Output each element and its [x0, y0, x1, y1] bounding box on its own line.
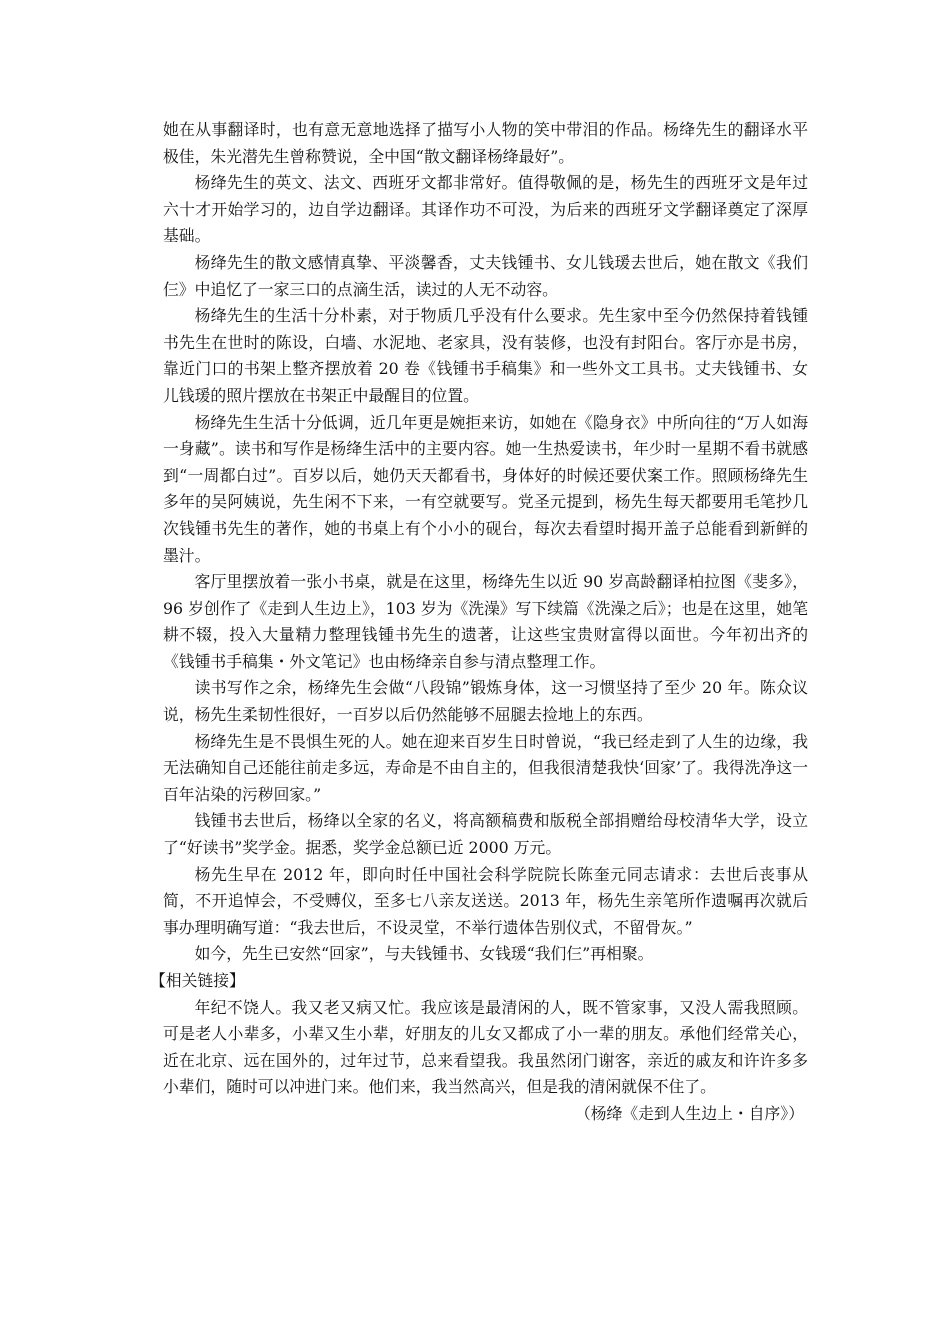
paragraph-6: 客厅里摆放着一张小书桌，就是在这里，杨绛先生以近 90 岁高龄翻译柏拉图《斐多》，96 岁创作了《走到人生边上》，103 岁为《洗澡》写下续篇《洗澡之后》；也是在这里，她笔耕不辍，投入大量精力整理钱锺书先生的遗著，让这些宝贵财富得以面世。今年初出齐的《钱锺书手稿集・外文笔记》也由杨绛亲自参与清点整理工作。: [163, 572, 808, 671]
paragraph-5: 杨绛先生生活十分低调，近几年更是婉拒来访，如她在《隐身衣》中所向往的“万人如海一身藏”。读书和写作是杨绛生活中的主要内容。她一生热爱读书，年少时一星期不看书就感到“一周都白过”。百岁以后，她仍天天都看书，身体好的时候还要伏案工作。照顾杨绛先生多年的吴阿姨说，先生闲不下来，一有空就要写。党圣元提到，杨先生每天都要用毛笔抄几次钱锺书先生的著作，她的书桌上有个小小的砚台，每次去看望时揭开盖子总能看到新鲜的墨汁。: [163, 412, 808, 565]
paragraph-2: 杨绛先生的英文、法文、西班牙文都非常好。值得敬佩的是，杨先生的西班牙文是年过六十才开始学习的，边自学边翻译。其译作功不可没，为后来的西班牙文学翻译奠定了深厚基础。: [163, 173, 808, 246]
paragraph-11: 如今，先生已安然“回家”，与夫钱锺书、女钱瑗“我们仨”再相聚。: [194, 944, 654, 964]
paragraph-7: 读书写作之余，杨绛先生会做“八段锦”锻炼身体，这一习惯坚持了至少 20 年。陈众议说，杨先生柔韧性很好，一百岁以后仍然能够不屈腿去捡地上的东西。: [163, 678, 808, 725]
paragraph-1: 她在从事翻译时，也有意无意地选择了描写小人物的笑中带泪的作品。杨绛先生的翻译水平极佳，朱光潜先生曾称赞说，全中国“散文翻译杨绛最好”。: [163, 120, 808, 166]
paragraph-9: 钱锺书去世后，杨绛以全家的名义，将高额稿费和版税全部捐赠给母校清华大学，设立了“好读书”奖学金。据悉，奖学金总额已近 2000 万元。: [163, 811, 808, 858]
paragraph-8: 杨绛先生是不畏惧生死的人。她在迎来百岁生日时曾说，“我已经走到了人生的边缘，我无法确知自己还能往前走多远，寿命是不由自主的，但我很清楚我快‘回家’了。我得洗净这一百年沾染的污秽回家。”: [163, 731, 808, 804]
related-link-heading: 【相关链接】: [150, 971, 245, 990]
paragraph-3: 杨绛先生的散文感情真挚、平淡馨香，丈夫钱锺书、女儿钱瑗去世后，她在散文《我们仨》中追忆了一家三口的点滴生活，读过的人无不动容。: [163, 252, 808, 299]
related-link-source: （杨绛《走到人生边上・自序》）: [574, 1103, 804, 1123]
document-page: [150, 117, 808, 1128]
related-link-paragraph: 年纪不饶人。我又老又病又忙。我应该是最清闲的人，既不管家事，又没人需我照顾。可是老人小辈多，小辈又生小辈，好朋友的儿女又都成了小一辈的朋友。承他们经常关心，近在北京、远在国外的，过年过节，总来看望我。我虽然闭门谢客，亲近的戚友和许许多多小辈们，随时可以冲进门来。他们来，我当然高兴，但是我的清闲就保不住了。: [163, 997, 808, 1097]
paragraph-10: 杨先生早在 2012 年，即向时任中国社会科学院院长陈奎元同志请求：去世后丧事从简，不开追悼会，不受赙仪，至多七八亲友送送。2013 年，杨先生亲笔所作遗嘱再次就后事办理明确写道：“我去世后，不设灵堂，不举行遗体告别仪式，不留骨灰。”: [163, 864, 808, 937]
paragraph-4: 杨绛先生的生活十分朴素，对于物质几乎没有什么要求。先生家中至今仍然保持着钱锺书先生在世时的陈设，白墙、水泥地、老家具，没有装修，也没有封阳台。客厅亦是书房，靠近门口的书架上整齐摆放着 20 卷《钱锺书手稿集》和一些外文工具书。丈夫钱锺书、女儿钱瑗的照片摆放在书架正中最醒目的位置。: [163, 306, 808, 405]
